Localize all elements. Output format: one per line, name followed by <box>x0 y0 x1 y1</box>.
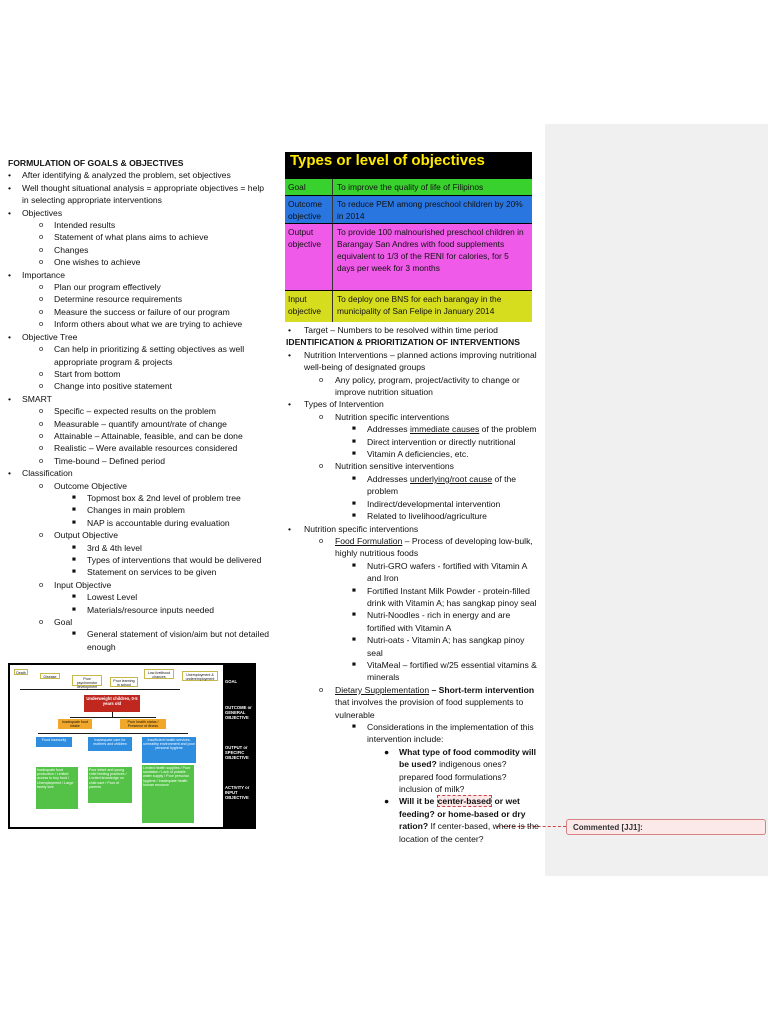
list-item: ■ Addresses underlying/root cause of the problem <box>352 473 517 497</box>
list-item: o Can help in prioritizing & setting objectives as well appropriate program & projects <box>39 344 245 367</box>
core-problem-box: Underweight children, 0-5 years old <box>84 695 140 712</box>
list-item: o Intended results <box>39 220 116 231</box>
comment-label: Commented [JJ1]: <box>573 823 643 832</box>
list-item: ● What type of food commodity will be used? indigenous ones? prepared food formulations? inclusion of milk? <box>384 746 537 795</box>
list-item: ■ 3rd & 4th level <box>72 542 142 553</box>
table-row <box>285 179 532 195</box>
list-item: • Objective Tree <box>8 331 78 342</box>
row-key: Outcome objective <box>285 196 333 223</box>
list-item: ■ Lowest Level <box>72 592 138 603</box>
list-item: ■ Nutri-oats - Vitamin A; has sangkap pinoy seal <box>352 635 525 658</box>
list-item: o Changes <box>39 244 89 255</box>
list-item: • Importance <box>8 269 65 280</box>
problem-tree-diagram <box>8 663 256 829</box>
list-item: o Measurable – quantify amount/rate of change <box>39 418 227 429</box>
list-item: o One wishes to achieve <box>39 257 141 268</box>
row-key: Output objective <box>285 224 333 290</box>
section-heading: FORMULATION OF GOALS & OBJECTIVES <box>8 158 184 168</box>
list-item: o Plan our program effectively <box>39 282 161 293</box>
tree-box: Limited health supplies / Poor sanitation / Lack of potable water supply / Poor personal hygiene / Inadequate health human resource <box>142 765 194 823</box>
commented-text[interactable]: center-based <box>437 796 492 807</box>
list-item: • Types of Intervention <box>288 399 384 410</box>
table-row <box>285 196 532 223</box>
row-key: Goal <box>285 179 333 195</box>
list-item: ■ Materials/resource inputs needed <box>72 604 215 615</box>
row-value: To improve the quality of life of Filipinos <box>337 182 484 192</box>
row-value: To provide 100 malnourished preschool children in Barangay San Andres with food supplements equivalent to 1/3 of the RENI for calories, for 5 days per week for 3 months <box>337 227 524 273</box>
tree-box: Poor learning in school <box>110 677 138 687</box>
list-item: ■ Indirect/developmental intervention <box>352 498 501 509</box>
connector-line <box>38 733 188 734</box>
list-item: o Statement of what plans aims to achieve <box>39 232 209 243</box>
tree-box: Low livelihood chances <box>144 669 174 679</box>
row-key: Input objective <box>285 291 333 322</box>
tree-box: Inadequate food production / Limited access to buy food / Unemployment / Large family size <box>36 767 78 809</box>
list-item: ■ Nutri-GRO wafers - fortified with Vitamin A and Iron <box>352 560 527 584</box>
tree-box: Poor health status / Presence of illness <box>120 719 166 729</box>
row-value: To reduce PEM among preschool children by 20% in 2014 <box>337 199 523 221</box>
list-item: o Attainable – Attainable, feasible, and can be done <box>39 430 243 441</box>
tree-box: Disease <box>40 673 60 679</box>
list-item: o Change into positive statement <box>39 381 172 392</box>
tree-box: Poor infant and young child feeding practices / Limited knowledge on child care / Poor of parents <box>88 767 132 803</box>
list-item: o Food Formulation – Process of developing low-bulk, highly nutritious foods <box>319 535 533 559</box>
list-item: ■ VitaMeal – fortified w/25 essential vitamins & minerals <box>352 659 537 683</box>
list-item: o Inform others about what we are trying to achieve <box>39 319 243 330</box>
list-item: ■ NAP is accountable during evaluation <box>72 517 230 528</box>
list-item: • Target – Numbers to be resolved within time period <box>288 325 498 335</box>
level-label: OUTCOME or GENERAL OBJECTIVE <box>225 705 252 720</box>
list-item: • SMART <box>8 393 52 404</box>
list-item: o Any policy, program, project/activity to change or improve nutrition situation <box>319 374 520 398</box>
left-column <box>8 157 270 659</box>
list-item: • Nutrition specific interventions <box>288 523 419 534</box>
list-item: ● Will it be center-based or wet feeding? or home-based or dry ration? If center-based, where is the location of the center? <box>384 796 539 844</box>
list-item: o Start from bottom <box>39 368 121 379</box>
list-item: ■ Considerations in the implementation of this intervention include: <box>352 722 534 745</box>
list-item: o Goal <box>39 617 73 628</box>
list-item: ■ Vitamin A deficiencies, etc. <box>352 449 469 460</box>
right-column <box>286 324 540 845</box>
list-item: • Classification <box>8 468 73 479</box>
tree-box: Poor psychomotor development <box>72 675 102 686</box>
comment-balloon[interactable] <box>566 819 766 835</box>
list-item: • After identifying & analyzed the problem, set objectives <box>8 170 231 181</box>
level-label: OUTPUT or SPECIFIC OBJECTIVE <box>225 745 249 760</box>
level-label: GOAL <box>225 679 238 684</box>
list-item: ■ Nutri-Noodles - rich in energy and are fortified with Vitamin A <box>352 610 511 633</box>
problem-tree-canvas <box>10 665 223 827</box>
tree-box: Inadequate care for mothers and children <box>88 737 132 751</box>
tree-box: Inadequate food intake <box>58 719 92 729</box>
list-item: ■ Addresses immediate causes of the problem <box>352 424 537 435</box>
tree-box: Death <box>14 669 28 675</box>
left-list <box>8 169 270 653</box>
table-row <box>285 291 532 322</box>
list-item: ■ Direct intervention or directly nutritional <box>352 436 516 447</box>
list-item: o Outcome Objective <box>39 480 128 491</box>
list-item: o Specific – expected results on the problem <box>39 406 216 417</box>
list-item: o Input Objective <box>39 579 112 590</box>
list-item: o Nutrition specific interventions <box>319 411 450 422</box>
list-item: o Realistic – Were available resources considered <box>39 443 238 454</box>
list-item: ■ General statement of vision/aim but not detailed enough <box>72 629 270 652</box>
table-row <box>285 224 532 290</box>
list-item: o Determine resource requirements <box>39 294 183 305</box>
list-item: ■ Fortified Instant Milk Powder - protein-filled drink with Vitamin A; has sangkap pinoy seal <box>352 585 537 608</box>
comment-pane <box>545 124 768 876</box>
tree-box: Unemployment & underemployment <box>182 671 218 681</box>
list-item: ■ Statement on services to be given <box>72 567 217 578</box>
list-item: ■ Related to livelihood/agriculture <box>352 511 487 522</box>
list-item: • Well thought situational analysis = appropriate objectives = help in selecting appropriate interventions <box>8 182 265 206</box>
tree-box: Food insecurity <box>36 737 72 747</box>
list-item: o Nutrition sensitive interventions <box>319 461 454 472</box>
level-label: ACTIVITY or INPUT OBJECTIVE <box>225 785 250 800</box>
list-item: ■ Changes in main problem <box>72 505 185 516</box>
objectives-table <box>285 152 532 322</box>
list-item: o Measure the success or failure of our program <box>39 306 230 317</box>
row-value: To deploy one BNS for each barangay in the municipality of San Felipe in January 2014 <box>337 294 502 316</box>
list-item: ■ Types of interventions that would be delivered <box>72 555 262 565</box>
list-item: • Nutrition Interventions – planned actions improving nutritional well-being of designated groups <box>288 349 537 373</box>
list-item: o Output Objective <box>39 530 119 541</box>
list-item: • Objectives <box>8 207 63 218</box>
connector-line <box>70 717 156 718</box>
list-item: o Dietary Supplementation – Short-term intervention that involves the provision of food supplements to vulnerable <box>319 684 535 720</box>
connector-line <box>20 689 180 690</box>
list-item: o Time-bound – Defined period <box>39 455 165 466</box>
section-heading: IDENTIFICATION & PRIORITIZATION OF INTERVENTIONS <box>286 337 520 348</box>
objectives-table-title: Types or level of objectives <box>290 152 485 169</box>
tree-box: Insufficient health services, unhealthy environment and poor personal hygiene <box>142 737 196 763</box>
list-item: ■ Topmost box & 2nd level of problem tree <box>72 492 241 503</box>
